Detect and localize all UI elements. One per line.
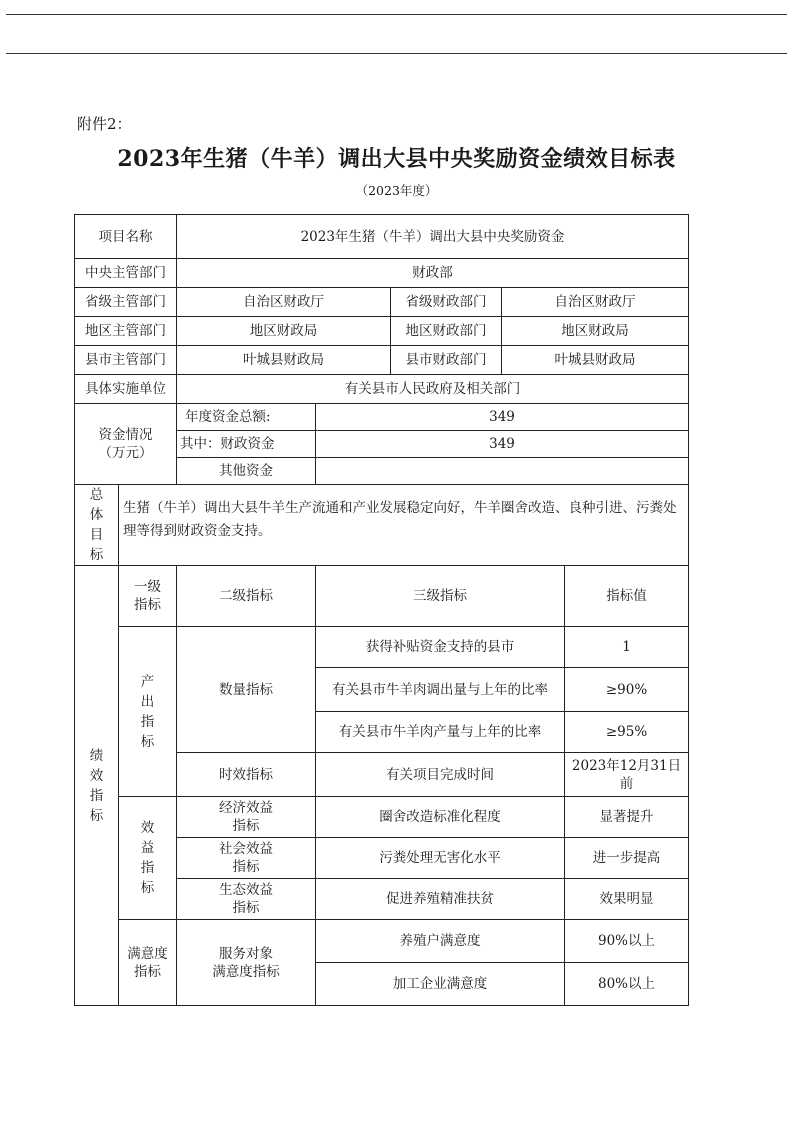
output-indicator-label xyxy=(119,627,177,797)
table-row xyxy=(75,627,689,668)
header-level3: 三级指标 xyxy=(316,566,565,627)
benefit-label-char: 指 xyxy=(140,860,155,876)
goal-label-char: 总 xyxy=(89,487,104,503)
level3-name: 有关县市牛羊肉产量与上年的比率 xyxy=(316,712,565,753)
level3-value: 80%以上 xyxy=(565,963,689,1006)
perf-label-char: 指 xyxy=(89,787,104,804)
row-county-dept xyxy=(75,346,689,375)
level3-name: 有关县市牛羊肉调出量与上年的比率 xyxy=(316,668,565,712)
social-label-line2: 指标 xyxy=(232,859,260,875)
prov-fin-label: 省级财政部门 xyxy=(391,288,502,317)
output-label-char: 产 xyxy=(140,673,155,690)
row-overall-goal xyxy=(75,485,689,566)
header-value: 指标值 xyxy=(565,566,689,627)
row-perf-header xyxy=(75,566,689,627)
central-dept-value: 财政部 xyxy=(177,259,689,288)
row-region-dept xyxy=(75,317,689,346)
economic-label-line1: 经济效益 xyxy=(219,800,273,816)
level3-value: 效果明显 xyxy=(565,879,689,920)
benefit-indicator-label xyxy=(119,797,177,920)
level3-value: ≥90% xyxy=(565,668,689,712)
goal-label-char: 目 xyxy=(89,527,104,543)
goal-label-char: 标 xyxy=(89,547,104,563)
region-dept-value: 地区财政局 xyxy=(177,317,391,346)
project-name-label: 项目名称 xyxy=(75,215,177,259)
satisfaction-label-line2: 指标 xyxy=(134,963,161,980)
prov-dept-label: 省级主管部门 xyxy=(75,288,177,317)
level3-name: 促进养殖精准扶贫 xyxy=(316,879,565,920)
row-central-dept xyxy=(75,259,689,288)
perf-label xyxy=(75,566,119,1006)
annex-label: 附件2： xyxy=(77,115,132,133)
central-dept-label: 中央主管部门 xyxy=(75,259,177,288)
time-indicator-label: 时效指标 xyxy=(177,753,316,797)
level3-value: ≥95% xyxy=(565,712,689,753)
region-dept-label: 地区主管部门 xyxy=(75,317,177,346)
level3-value: 90%以上 xyxy=(565,920,689,963)
county-dept-label: 县市主管部门 xyxy=(75,346,177,375)
output-label-char: 指 xyxy=(140,713,155,730)
funds-fiscal-value: 349 xyxy=(316,431,689,458)
level3-name: 有关项目完成时间 xyxy=(316,753,565,797)
page-subtitle: （2023年度） xyxy=(355,183,438,198)
ecological-label-line2: 指标 xyxy=(232,900,260,916)
level3-value: 进一步提高 xyxy=(565,838,689,879)
county-dept-value: 叶城县财政局 xyxy=(177,346,391,375)
level3-value: 1 xyxy=(565,627,689,668)
funds-other-label: 其他资金 xyxy=(177,458,316,485)
funds-fiscal-label: 其中：财政资金 xyxy=(177,431,316,458)
funds-label-line2: （万元） xyxy=(98,445,153,461)
output-label-char: 出 xyxy=(140,693,155,710)
perf-label-char: 标 xyxy=(89,807,104,824)
row-prov-dept xyxy=(75,288,689,317)
level3-name: 养殖户满意度 xyxy=(316,920,565,963)
table-row xyxy=(75,797,689,838)
header-level1 xyxy=(119,566,177,627)
goal-label xyxy=(75,485,119,566)
header-level2: 二级指标 xyxy=(177,566,316,627)
perf-label-char: 绩 xyxy=(89,747,104,764)
row-impl-unit xyxy=(75,375,689,404)
service-label-line2: 满意度指标 xyxy=(212,963,280,980)
output-label-char: 标 xyxy=(140,733,155,750)
benefit-label-char: 益 xyxy=(140,840,155,856)
region-fin-label: 地区财政部门 xyxy=(391,317,502,346)
funds-other-value xyxy=(316,458,689,485)
benefit-label-char: 效 xyxy=(140,820,155,836)
ecological-label-line1: 生态效益 xyxy=(219,882,273,898)
service-label-line1: 服务对象 xyxy=(219,945,273,962)
funds-label xyxy=(75,404,177,485)
economic-indicator-label xyxy=(177,797,316,838)
region-fin-value: 地区财政局 xyxy=(502,317,689,346)
project-name-value: 2023年生猪（牛羊）调出大县中央奖励资金 xyxy=(177,215,689,259)
service-satisfaction-label xyxy=(177,920,316,1006)
page-title: 2023年生猪（牛羊）调出大县中央奖励资金绩效目标表 xyxy=(117,146,676,172)
benefit-label-char: 标 xyxy=(140,880,155,896)
ecological-indicator-label xyxy=(177,879,316,920)
economic-label-line2: 指标 xyxy=(232,818,260,834)
perf-label-char: 效 xyxy=(89,767,104,784)
social-label-line1: 社会效益 xyxy=(219,841,273,857)
row-funds-total xyxy=(75,404,689,431)
quantity-indicator-label: 数量指标 xyxy=(177,627,316,753)
prov-dept-value: 自治区财政厅 xyxy=(177,288,391,317)
row-project-name xyxy=(75,215,689,259)
social-indicator-label xyxy=(177,838,316,879)
county-fin-value: 叶城县财政局 xyxy=(502,346,689,375)
prov-fin-value: 自治区财政厅 xyxy=(502,288,689,317)
funds-label-line1: 资金情况 xyxy=(98,427,153,443)
level3-name: 圈舍改造标准化程度 xyxy=(316,797,565,838)
level3-value: 显著提升 xyxy=(565,797,689,838)
impl-unit-label: 具体实施单位 xyxy=(75,375,177,404)
impl-unit-value: 有关县市人民政府及相关部门 xyxy=(177,375,689,404)
goal-label-char: 体 xyxy=(89,507,104,523)
funds-total-label: 年度资金总额: xyxy=(177,404,316,431)
level3-name: 污粪处理无害化水平 xyxy=(316,838,565,879)
county-fin-label: 县市财政部门 xyxy=(391,346,502,375)
level3-name: 加工企业满意度 xyxy=(316,963,565,1006)
level3-value: 2023年12月31日前 xyxy=(565,753,689,797)
top-rule-1 xyxy=(6,14,787,15)
level3-name: 获得补贴资金支持的县市 xyxy=(316,627,565,668)
header-level1-line1: 一级 xyxy=(134,579,161,595)
satisfaction-indicator-label xyxy=(119,920,177,1006)
funds-total-value: 349 xyxy=(316,404,689,431)
satisfaction-label-line1: 满意度 xyxy=(127,945,168,962)
top-rule-2 xyxy=(6,53,787,54)
header-level1-line2: 指标 xyxy=(134,597,161,613)
table-row xyxy=(75,920,689,963)
goal-text: 生猪（牛羊）调出大县牛羊生产流通和产业发展稳定向好，牛羊圈舍改造、良种引进、污粪处理等得到财政资金支持。 xyxy=(119,485,689,566)
performance-target-table xyxy=(74,214,689,1006)
